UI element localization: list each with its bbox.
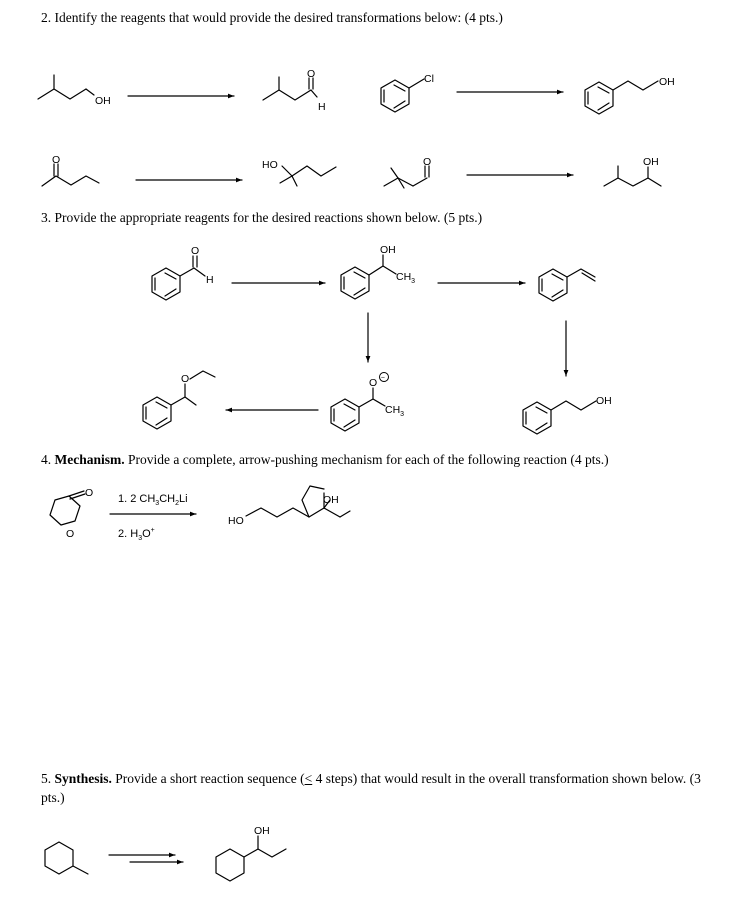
q3-oh-label: OH [380,244,396,256]
question-5-title: Synthesis. [54,771,112,786]
q3-ch3-ch: CH [396,271,412,283]
question-2-text: 2. Identify the reagents that would provide the desired transformations below: (4 pts.) [41,10,503,25]
q4-reagent-sub3: 3 [155,500,160,507]
q3-alkoxide-o-label: O [369,377,378,389]
question-5-le-symbol: < [304,771,313,786]
q4-carbonyl-o-label: O [85,487,94,499]
q4-oh-label: OH [323,494,339,506]
q2-pinacolone [384,156,431,188]
question-5-body-b: 4 steps) that would result in the overall transformation shown below. (3 pts.) [41,771,701,805]
q4-ring-o-label: O [66,528,75,540]
q3-aldehyde-h-label: H [206,274,214,286]
q5-oh-label: OH [254,825,270,837]
q4-diol-product [228,486,350,527]
q3-aldehyde-o-label: O [191,245,200,257]
q2-secondary-alcohol [604,156,661,186]
q3-alkoxide-charge: − [380,374,385,382]
q5-cyclohexanone-like [45,842,88,874]
q3-alkoxide [331,373,404,432]
q2-alcohol-oh-label: OH [643,156,659,168]
question-4-number: 4. [41,452,55,467]
q2-pinacolone-o-label: O [423,156,432,168]
question-3-text: 3. Provide the appropriate reagents for the desired reactions shown below. (5 pts.) [41,210,483,225]
q2-butanone-o-label: O [52,154,61,166]
q4-reagent-step1-a: 1. 2 CH [118,493,156,505]
q4-reagent-step1 [118,493,188,507]
q4-reagents [110,493,196,542]
q2-isobutanol-oh-label: OH [95,95,111,107]
q4-reagent-step2 [118,527,155,542]
q3-ch3-sub: 3 [411,278,416,285]
q4-lactone [50,487,93,540]
q4-reagent-step1-b: CH [159,493,176,505]
q5-product [216,825,286,881]
q4-ho-label: HO [228,515,244,527]
question-5-body-a: Provide a short reaction sequence ( [111,771,305,786]
q2-phenylpropanol [585,76,675,114]
q3-primary-oh-label: OH [596,395,612,407]
q2-isobutyraldehyde [263,68,326,113]
q3-ether-o-label: O [181,373,190,385]
q2-tertiary-alcohol [262,159,336,186]
q2-butanone [42,154,99,186]
q3-phenylacetaldehyde [152,245,214,300]
q3-allylbenzene [539,269,595,301]
question-4-body: Provide a complete, arrow-pushing mechanism for each of the following reaction (4 pts.) [124,452,609,467]
q3-primary-alcohol [523,395,612,434]
q4-reagent-sub3b: 3 [138,535,143,542]
q2-aldehyde-o-label: O [307,68,316,80]
q4-reagent-step2-a: 2. H [118,528,139,540]
q3-phenylpropanol [341,244,415,299]
q2-benzyl-chloride [381,73,434,112]
q3-alkoxide-ch3-sub: 3 [400,411,405,418]
question-5-number: 5. [41,771,55,786]
q3-ether [143,371,215,429]
q4-reagent-sub2: 2 [175,500,179,507]
q2-product-oh-label: OH [659,76,675,88]
q2-cl-label: Cl [424,73,434,85]
q2-isobutanol [38,75,111,107]
q3-alkoxide-ch3-label [385,404,404,418]
q3-ch3-label [396,271,415,285]
q3-alkoxide-ch3-ch: CH [385,404,401,416]
q4-reagent-step1-c: Li [179,493,188,505]
question-4-title: Mechanism. [54,452,125,467]
q2-ho-label: HO [262,159,278,171]
q4-reagent-step2-b: O [142,528,151,540]
q2-aldehyde-h-label: H [318,101,326,113]
q4-reagent-sup: + [150,527,155,534]
